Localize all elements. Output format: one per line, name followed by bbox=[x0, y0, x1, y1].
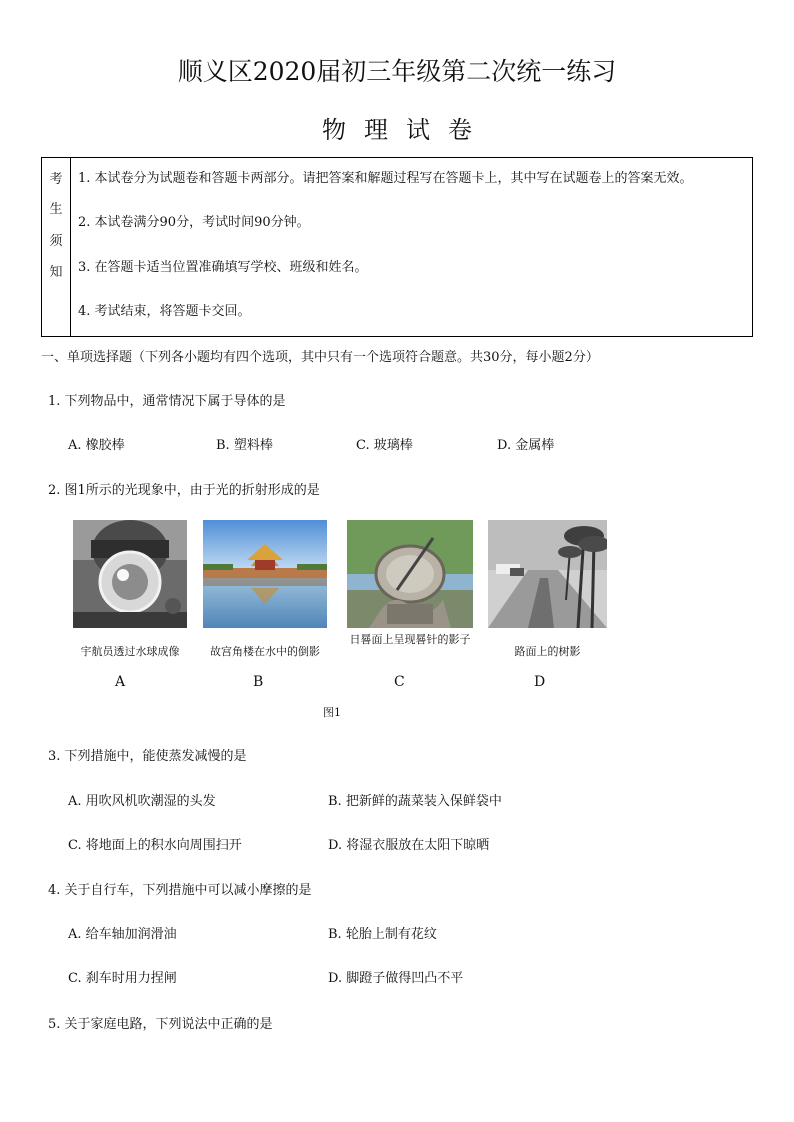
notice-side-char: 生 bbox=[49, 202, 63, 217]
caption-b: 故宫角楼在水中的倒影 bbox=[210, 645, 320, 658]
question-stem: 1. 下列物品中，通常情况下属于导体的是 bbox=[48, 394, 286, 409]
notice-item: 3. 在答题卡适当位置准确填写学校、班级和姓名。 bbox=[78, 260, 368, 275]
question-stem: 5. 关于家庭电路，下列说法中正确的是 bbox=[48, 1017, 273, 1032]
exam-subtitle: 物理试卷 bbox=[322, 116, 490, 144]
figure-label: 图1 bbox=[323, 706, 341, 719]
question-stem: 4. 关于自行车，下列措施中可以减小摩擦的是 bbox=[48, 883, 312, 898]
option-b: B. 把新鲜的蔬菜装入保鲜袋中 bbox=[328, 794, 502, 809]
notice-side-char: 须 bbox=[49, 234, 63, 249]
notice-item: 1. 本试卷分为试题卷和答题卡两部分。请把答案和解题过程写在答题卡上，其中写在试题卷上的答案无效。 bbox=[78, 171, 693, 186]
notice-box bbox=[41, 157, 753, 337]
figure-letter-b: B bbox=[253, 674, 264, 690]
option-c: C. 将地面上的积水向周围扫开 bbox=[68, 838, 242, 853]
caption-c: 日晷面上呈现晷针的影子 bbox=[349, 633, 471, 646]
option-a: A. 用吹风机吹潮湿的头发 bbox=[68, 794, 216, 809]
option-d: D. 将湿衣服放在太阳下晾晒 bbox=[328, 838, 490, 853]
photo-tree-shadows-road bbox=[488, 520, 607, 628]
question-stem: 3. 下列措施中，能使蒸发减慢的是 bbox=[48, 749, 247, 764]
caption-a: 宇航员透过水球成像 bbox=[80, 645, 180, 658]
exam-title: 顺义区2020届初三年级第二次统一练习 bbox=[177, 57, 617, 86]
figure-letter-c: C bbox=[394, 674, 405, 690]
option-d: D. 脚蹬子做得凹凸不平 bbox=[328, 971, 464, 986]
option-d: D. 金属棒 bbox=[497, 438, 555, 453]
option-c: C. 玻璃棒 bbox=[356, 438, 413, 453]
question-stem: 2. 图1所示的光现象中，由于光的折射形成的是 bbox=[48, 483, 320, 498]
option-a: A. 给车轴加润滑油 bbox=[68, 927, 177, 942]
option-b: B. 塑料棒 bbox=[216, 438, 273, 453]
option-c: C. 刹车时用力捏闸 bbox=[68, 971, 177, 986]
section-heading: 一、单项选择题（下列各小题均有四个选项，其中只有一个选项符合题意。共30分，每小题2分） bbox=[41, 350, 599, 365]
notice-item: 4. 考试结束，将答题卡交回。 bbox=[78, 304, 251, 319]
caption-d: 路面上的树影 bbox=[514, 645, 581, 658]
notice-item: 2. 本试卷满分90分，考试时间90分钟。 bbox=[78, 215, 310, 230]
figure-letter-a: A bbox=[115, 674, 126, 690]
option-a: A. 橡胶棒 bbox=[68, 438, 125, 453]
photo-sundial bbox=[347, 520, 473, 628]
notice-side-label bbox=[42, 158, 71, 336]
option-b: B. 轮胎上制有花纹 bbox=[328, 927, 437, 942]
figure-letter-d: D bbox=[534, 674, 546, 690]
notice-side-char: 知 bbox=[49, 265, 63, 280]
notice-side-char: 考 bbox=[49, 172, 63, 187]
photo-astronaut-water-ball bbox=[73, 520, 187, 628]
photo-corner-tower-reflection bbox=[203, 520, 327, 628]
